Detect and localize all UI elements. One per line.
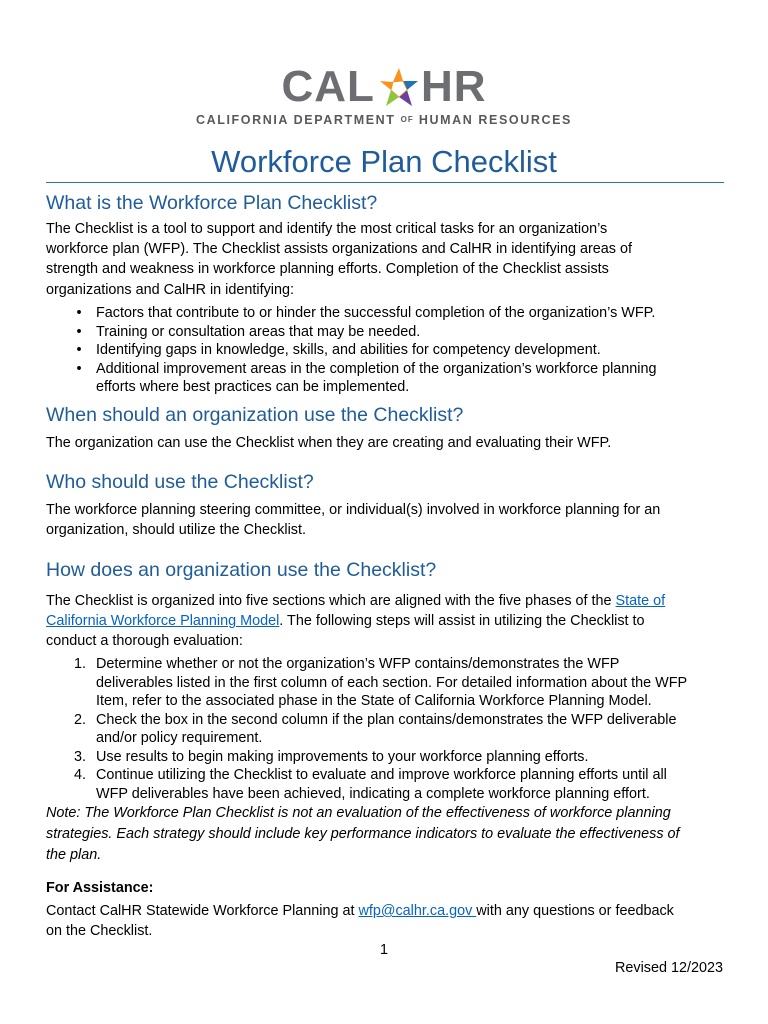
bullet-icon: • [76,323,82,340]
section-heading-when: When should an organization use the Checklist? [46,404,464,426]
workforce-planning-model-link[interactable]: State of [615,593,666,609]
calhr-logo [0,62,768,127]
section-how-intro [46,591,726,652]
note-line: strategies. Each strategy should include key performance indicators to evaluate the effectiveness of [46,826,680,842]
list-item-text: Item, refer to the associated phase in the State of California Workforce Planning Model. [96,693,652,709]
assistance-text: Contact CalHR Statewide Workforce Planning at [46,903,359,919]
title-divider [46,182,724,183]
list-item [46,748,726,767]
paragraph-line: organization, should utilize the Checklist. [46,522,306,539]
list-item [46,655,726,711]
paragraph-line: on the Checklist. [46,923,153,940]
list-item [46,766,726,803]
list-item-text: efforts where best practices can be implemented. [96,379,410,395]
logo-subtitle-right: HUMAN RESOURCES [418,113,572,127]
page-title: Workforce Plan Checklist [211,144,557,179]
list-item [46,304,726,323]
list-item-text: deliverables listed in the first column of each section. For detailed information about the WFP [96,674,688,691]
bullet-icon: • [76,305,82,321]
paragraph-line: strength and weakness in workforce planning efforts. Completion of the Checklist assists [46,261,609,278]
assistance-paragraph [46,901,726,941]
paragraph-line: conduct a thorough evaluation: [46,633,243,650]
paragraph-line: The workforce planning steering committee, or individual(s) involved in workforce planning for an [46,502,661,518]
paragraph-line [46,901,726,921]
assistance-heading: For Assistance: [46,880,154,896]
logo-subtitle-of: OF [400,115,414,124]
assistance-text: with any questions or feedback [476,903,674,919]
checklist-note [46,803,726,866]
step-number: 1. [73,656,86,672]
workforce-planning-model-link[interactable]: California Workforce Planning Model [46,613,280,630]
list-item-text: Check the box in the second column if the plan contains/demonstrates the WFP deliverable [96,711,677,728]
paragraph-line: workforce plan (WFP). The Checklist assists organizations and CalHR in identifying areas of [46,241,632,258]
step-number: 3. [73,748,86,765]
section-what-paragraph [46,219,726,300]
list-item-text: Use results to begin making improvements to your workforce planning efforts. [96,748,589,765]
logo-word-left: CAL [281,62,375,111]
list-item-text: Determine whether or not the organization’s WFP contains/demonstrates the WFP [96,656,620,672]
note-line: the plan. [46,847,102,863]
logo-subtitle [0,113,768,127]
email-link[interactable]: wfp@calhr.ca.gov [358,903,477,919]
page-number: 1 [379,942,388,958]
list-item [46,341,726,360]
list-item-text: Additional improvement areas in the completion of the organization’s workforce planning [96,360,657,377]
list-item [46,711,726,748]
list-item-text: Continue utilizing the Checklist to evaluate and improve workforce planning efforts until all [96,767,667,783]
intro-text: The Checklist is organized into five sections which are aligned with the five phases of the [46,593,616,609]
revised-date: Revised 12/2023 [614,960,723,976]
paragraph-line [46,591,726,611]
logo-subtitle-left: CALIFORNIA DEPARTMENT [195,113,396,127]
paragraph-line: The Checklist is a tool to support and identify the most critical tasks for an organization’s [46,221,608,237]
logo-word-right: HR [420,62,487,111]
bullet-list [46,304,726,397]
list-item [46,323,726,342]
section-heading-how: How does an organization use the Checklist? [46,559,437,581]
paragraph-line: The organization can use the Checklist when they are creating and evaluating their WFP. [46,435,612,451]
bullet-icon: • [76,342,82,358]
intro-text: . The following steps will assist in utilizing the Checklist to [279,613,645,630]
list-item-text: Identifying gaps in knowledge, skills, and abilities for competency development. [96,342,601,358]
step-number: 4. [73,767,86,783]
list-item-text: Training or consultation areas that may be needed. [96,323,421,340]
paragraph-line [46,611,726,631]
list-item-text: Factors that contribute to or hinder the successful completion of the organization’s WFP. [96,305,656,321]
section-who-paragraph [46,500,726,540]
list-item-text: WFP deliverables have been achieved, indicating a complete workforce planning effort. [96,785,650,802]
numbered-steps-list [46,655,726,803]
list-item-text: and/or policy requirement. [96,730,263,746]
note-line: Note: The Workforce Plan Checklist is not an evaluation of the effectiveness of workforce planning [46,805,671,821]
section-heading-who: Who should use the Checklist? [46,471,314,493]
paragraph-line: organizations and CalHR in identifying: [46,281,294,298]
section-when-paragraph [46,433,726,453]
bullet-icon: • [76,360,82,377]
step-number: 2. [73,711,86,728]
star-icon [377,65,421,109]
list-item [46,360,726,397]
section-heading-what: What is the Workforce Plan Checklist? [46,192,378,214]
